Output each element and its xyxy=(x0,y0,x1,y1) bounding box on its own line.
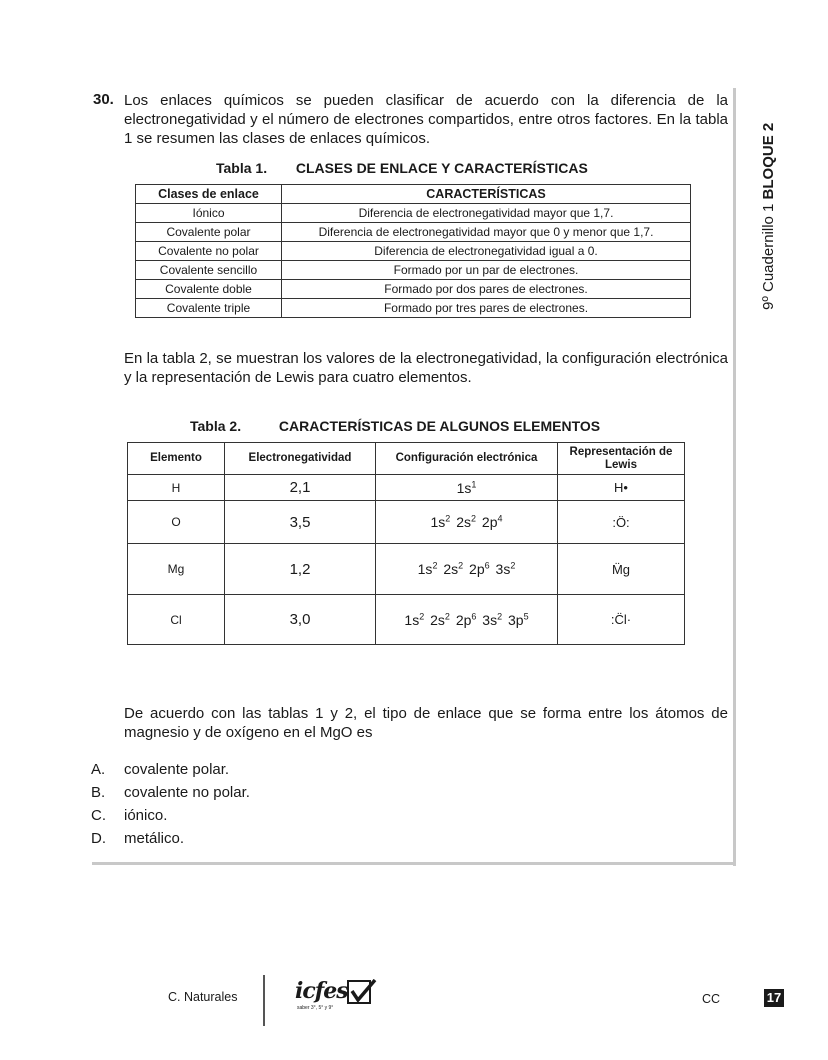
option-text: iónico. xyxy=(124,807,168,824)
table2-caption xyxy=(190,418,600,434)
orbital-term: $2p^4$ xyxy=(481,513,503,531)
orbital-term: $3p^5$ xyxy=(508,611,529,628)
footer-code: CC xyxy=(702,992,721,1006)
table-row xyxy=(136,204,691,223)
orbital-term: $2s^2$ xyxy=(443,560,464,578)
orbital-term: $3s^2$ xyxy=(482,611,503,628)
bond-feature: Formado por un par de electrones. xyxy=(282,261,691,280)
question-intro: Los enlaces químicos se pueden clasificar de acuerdo con la diferencia de la electronegatividad y el número de electrones compartidos, entre otros factores. En la tabla 1 se resumen las clases de enlaces químicos. xyxy=(124,92,728,147)
table2-header: Electronegatividad xyxy=(225,443,376,475)
table2-header: Configuración electrónica xyxy=(376,443,558,475)
table1-header: Clases de enlace xyxy=(136,185,282,204)
booklet-label: Cuadernillo 1 xyxy=(760,203,777,292)
electron-configuration xyxy=(376,475,558,501)
element-symbol: H xyxy=(128,475,225,501)
table1-caption xyxy=(216,160,588,176)
footer-divider xyxy=(263,975,265,1026)
electronegativity-value: 3,0 xyxy=(225,595,376,645)
table-row xyxy=(128,544,685,595)
orbital-term: $2p^6$ xyxy=(455,611,477,628)
option-text: metálico. xyxy=(124,830,185,847)
answer-option-b[interactable] xyxy=(91,784,250,801)
table-row xyxy=(136,261,691,280)
table-row xyxy=(128,595,685,645)
page-number: 17 xyxy=(764,989,784,1007)
table1-header: CARACTERÍSTICAS xyxy=(282,185,691,204)
side-label xyxy=(760,90,786,310)
lewis-structure: :Ö: xyxy=(558,501,685,544)
table2 xyxy=(127,442,685,645)
bond-class: Covalente doble xyxy=(136,280,282,299)
table-row xyxy=(128,501,685,544)
electronegativity-value: 3,5 xyxy=(225,501,376,544)
bond-class: Covalente no polar xyxy=(136,242,282,261)
answer-option-c[interactable] xyxy=(91,807,167,824)
page-frame-right xyxy=(733,88,736,866)
table-row xyxy=(136,280,691,299)
orbital-term: $1s^2$ xyxy=(417,560,438,578)
orbital-term: $2s^2$ xyxy=(456,513,477,531)
option-letter: C. xyxy=(91,807,106,824)
option-letter: B. xyxy=(91,784,106,801)
bond-feature: Formado por dos pares de electrones. xyxy=(282,280,691,299)
bond-feature: Diferencia de electronegatividad igual a 0. xyxy=(282,242,691,261)
table2-title: CARACTERÍSTICAS DE ALGUNOS ELEMENTOS xyxy=(278,418,601,434)
orbital-term: $2s^2$ xyxy=(430,611,450,628)
lewis-structure: M̈g xyxy=(558,544,685,595)
orbital-term: $1s^2$ xyxy=(404,611,425,628)
logo-wordmark: icfes xyxy=(295,978,348,1004)
option-letter: D. xyxy=(91,830,106,847)
lewis-structure: :C̈l· xyxy=(558,595,685,645)
bond-class: Covalente polar xyxy=(136,223,282,242)
electronegativity-value: 2,1 xyxy=(225,475,376,501)
electronegativity-value: 1,2 xyxy=(225,544,376,595)
bond-feature: Formado por tres pares de electrones. xyxy=(282,299,691,318)
checkmark-icon xyxy=(347,979,377,1005)
footer-area: C. Naturales xyxy=(168,990,238,1004)
icfes-logo xyxy=(295,978,381,1014)
table1-label: Tabla 1. xyxy=(216,160,268,176)
lewis-structure: H• xyxy=(558,475,685,501)
grade-label: 9º xyxy=(760,296,777,310)
bond-class: Covalente triple xyxy=(136,299,282,318)
table2-header: Elemento xyxy=(128,443,225,475)
orbital-term: $3s^2$ xyxy=(495,560,516,578)
block-label: BLOQUE 2 xyxy=(760,122,777,200)
logo-subtitle: saber 3°, 5° y 9° xyxy=(297,1005,334,1011)
table-row xyxy=(128,475,685,501)
element-symbol: O xyxy=(128,501,225,544)
question-prompt: De acuerdo con las tablas 1 y 2, el tipo de enlace que se forma entre los átomos de magnesio y de oxígeno en el MgO es xyxy=(124,705,728,741)
electron-configuration xyxy=(376,595,558,645)
element-symbol: Cl xyxy=(128,595,225,645)
orbital-term: $1s^1$ xyxy=(456,479,477,496)
bond-feature: Diferencia de electronegatividad mayor que 0 y menor que 1,7. xyxy=(282,223,691,242)
table-row xyxy=(136,223,691,242)
orbital-term: $1s^2$ xyxy=(430,513,451,531)
table1-title: CLASES DE ENLACE Y CARACTERÍSTICAS xyxy=(295,160,588,176)
element-symbol: Mg xyxy=(128,544,225,595)
bond-class: Covalente sencillo xyxy=(136,261,282,280)
option-text: covalente no polar. xyxy=(124,784,250,801)
bond-class: Iónico xyxy=(136,204,282,223)
option-letter: A. xyxy=(91,761,106,778)
question-number: 30. xyxy=(93,91,114,108)
table-row xyxy=(136,299,691,318)
table2-header: Representación de Lewis xyxy=(558,443,685,475)
table2-label: Tabla 2. xyxy=(190,418,242,434)
table1 xyxy=(135,184,691,318)
answer-option-d[interactable] xyxy=(91,830,184,847)
bond-feature: Diferencia de electronegatividad mayor que 1,7. xyxy=(282,204,691,223)
electron-configuration xyxy=(376,501,558,544)
orbital-term: $2p^6$ xyxy=(469,560,490,578)
page-frame-bottom xyxy=(92,862,736,865)
table-row xyxy=(136,242,691,261)
answer-option-a[interactable] xyxy=(91,761,229,778)
electron-configuration xyxy=(376,544,558,595)
option-text: covalente polar. xyxy=(124,761,230,778)
table2-intro: En la tabla 2, se muestran los valores de la electronegatividad, la configuración electrónica y la representación de Lewis para cuatro elementos. xyxy=(124,350,728,386)
